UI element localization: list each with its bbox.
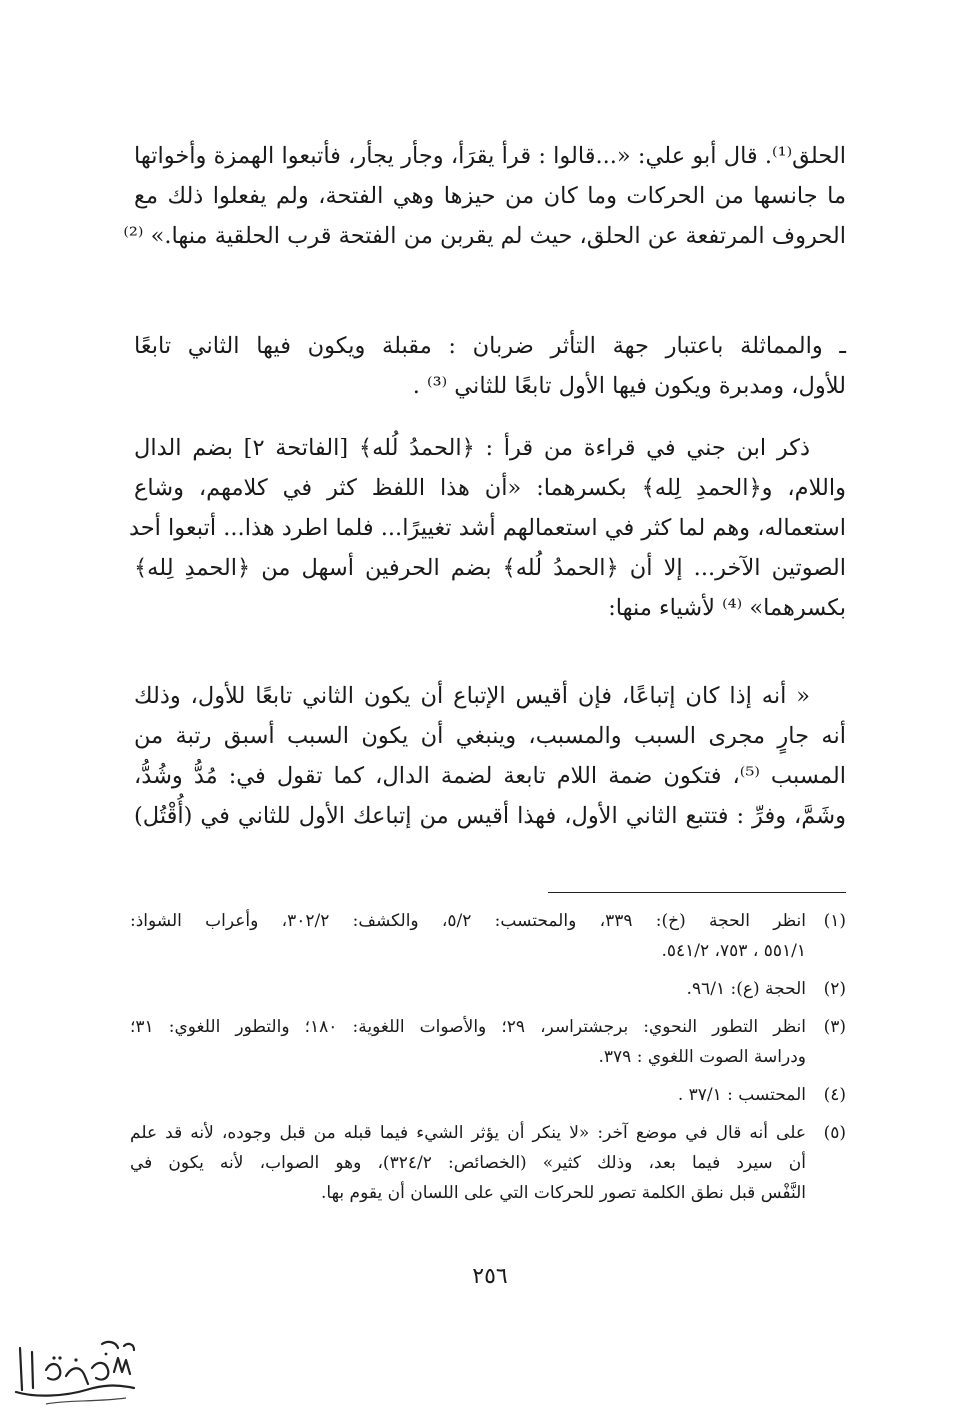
paragraph-line: للأول، ومدبرة ويكون فيها الأول تابعًا للثاني ⁽³⁾ . bbox=[412, 373, 846, 399]
footnote-line: ٥٥١/١ ، ٧٥٣، ٥٤١/٢. bbox=[661, 941, 806, 961]
paragraph-line: بكسرهما» ⁽⁴⁾ لأشياء منها: bbox=[608, 595, 846, 621]
paragraph-line: ذكر ابن جني في قراءة من قرأ : ﴿الحمدُ لُله﴾ [الفاتحة ٢] بضم الدال bbox=[134, 435, 811, 461]
footnotes-list bbox=[130, 906, 846, 1216]
footnote-text bbox=[130, 1080, 806, 1110]
calligraphy-stamp-logo bbox=[6, 1338, 156, 1412]
footnote-number: (٢) bbox=[823, 979, 846, 999]
paragraph-line: أنه جارٍ مجرى السبب والمسبب، وينبغي أن يكون السبب أسبق رتبة من bbox=[134, 723, 846, 749]
body-paragraph-2 bbox=[134, 326, 846, 406]
footnote-line: النَّفْس قبل نطق الكلمة تصور للحركات التي على اللسان أن يقوم بها. bbox=[321, 1183, 806, 1203]
footnote-text bbox=[130, 974, 806, 1004]
footnote-item bbox=[130, 974, 846, 1004]
footnote-divider bbox=[548, 892, 846, 893]
footnote-line: أن سيرد فيما بعد، وذلك كثير» (الخصائص: ٣٢٤/٢)، وهو الصواب، لأنه يكون في bbox=[130, 1153, 806, 1173]
footnote-item bbox=[130, 906, 846, 966]
footnote-number: (٥) bbox=[823, 1123, 846, 1143]
paragraph-line: الحلق⁽¹⁾. قال أبو علي: «...قالوا : قرأ يقرَأ، وجأر يجأر، فأتبعوا الهمزة وأخواتها bbox=[134, 143, 846, 169]
paragraph-line: ـ والمماثلة باعتبار جهة التأثر ضربان : مقبلة ويكون فيها الثاني تابعًا bbox=[134, 333, 846, 359]
paragraph-line: واللام، و﴿الحمدِ لِله﴾ بكسرهما: «أن هذا اللفظ كثر في كلامهم، وشاع bbox=[134, 475, 846, 501]
body-paragraph-4 bbox=[134, 676, 846, 836]
footnote-line: المحتسب : ٣٧/١ . bbox=[677, 1085, 806, 1105]
paragraph-line: وشَمَّ، وفرِّ : فتتبع الثاني الأول، فهذا أقيس من إتباعك الأول للثاني في (أُقْتُل) bbox=[134, 803, 846, 829]
footnote-text bbox=[130, 1012, 806, 1072]
footnote-number: (١) bbox=[823, 911, 846, 931]
footnote-text bbox=[130, 906, 806, 966]
footnote-number: (٤) bbox=[823, 1085, 846, 1105]
paragraph-line: « أنه إذا كان إتباعًا، فإن أقيس الإتباع أن يكون الثاني تابعًا للأول، وذلك bbox=[134, 683, 810, 709]
paragraph-line: ما جانسها من الحركات وما كان من حيزها وهي الفتحة، ولم يفعلوا ذلك مع bbox=[134, 183, 846, 209]
paragraph-line: الحروف المرتفعة عن الحلق، حيث لم يقربن من الفتحة قرب الحلقية منها.» ⁽²⁾ bbox=[123, 223, 846, 249]
paragraph-line: المسبب ⁽⁵⁾، فتكون ضمة اللام تابعة لضمة الدال، كما تقول في: مُدُّ وشُدُّ، bbox=[134, 763, 847, 789]
footnote-line: انظر الحجة (خ): ٣٣٩، والمحتسب: ٥/٢، والكشف: ٣٠٢/٢، وأعراب الشواذ: bbox=[130, 911, 806, 931]
footnote-line: على أنه قال في موضع آخر: «لا ينكر أن يؤثر الشيء فيما قبله من قبل وجوده، لأنه قد علم bbox=[130, 1123, 806, 1143]
footnote-number: (٣) bbox=[823, 1017, 846, 1037]
footnote-line: الحجة (ع): ٩٦/١. bbox=[686, 979, 806, 999]
paragraph-line: الصوتين الآخر... إلا أن ﴿الحمدُ لُله﴾ بضم الحرفين أسهل من ﴿الحمدِ لِله﴾ bbox=[134, 555, 846, 581]
footnote-item bbox=[130, 1012, 846, 1072]
footnote-line: انظر التطور النحوي: برجشتراسر، ٢٩؛ والأصوات اللغوية: ١٨٠؛ والتطور اللغوي: ٣١؛ bbox=[130, 1017, 806, 1037]
page-number: ٢٥٦ bbox=[472, 1264, 508, 1289]
footnote-line: ودراسة الصوت اللغوي : ٣٧٩. bbox=[598, 1047, 806, 1067]
paragraph-line: استعماله، وهم لما كثر في استعمالهم أشد تغييرًا... فلما اطرد هذا... أتبعوا أحد bbox=[128, 515, 846, 541]
footnote-text bbox=[130, 1118, 806, 1208]
footnote-item bbox=[130, 1118, 846, 1208]
body-paragraph-3 bbox=[128, 428, 846, 628]
body-paragraph-1 bbox=[123, 136, 846, 256]
footnote-item bbox=[130, 1080, 846, 1110]
